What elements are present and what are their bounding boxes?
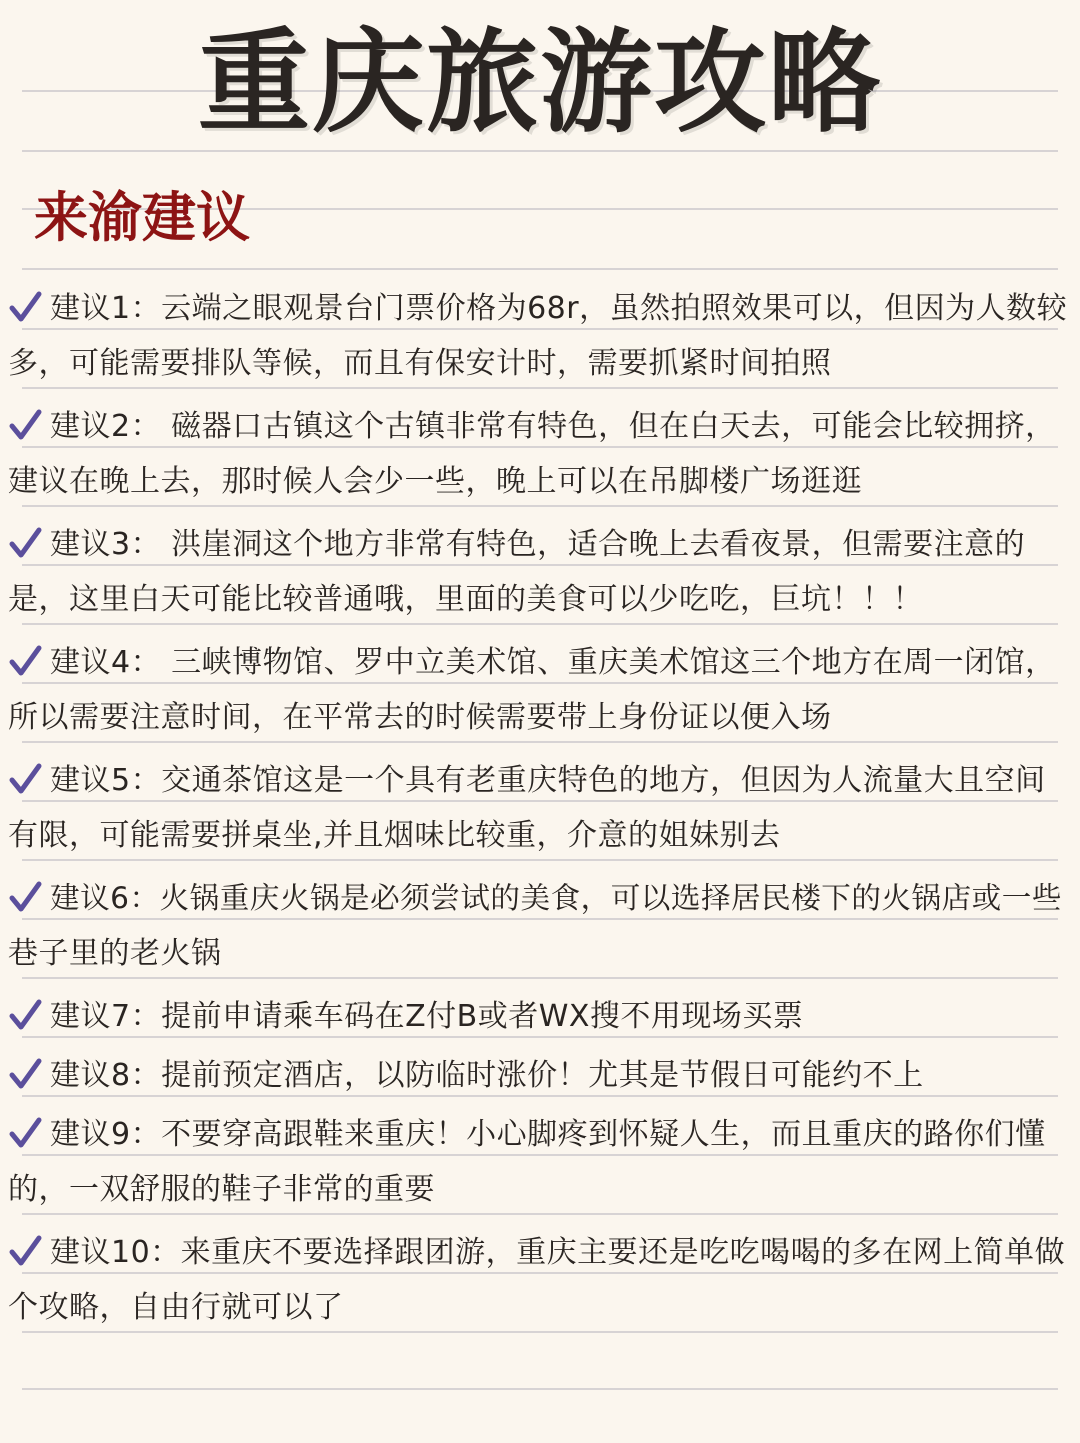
list-item-text: 建议10：来重庆不要选择跟团游，重庆主要还是吃吃喝喝的多在网上简单做 [50,1235,1066,1270]
checkmark-icon [8,998,42,1032]
list-item [8,408,1056,442]
checkmark-icon [8,1234,42,1268]
list-item-text: 建议6：火锅重庆火锅是必须尝试的美食，可以选择居民楼下的火锅店或一些 [50,881,1062,915]
divider [22,1154,1058,1156]
divider [22,387,1058,389]
list-item [8,1172,435,1207]
checkmark-icon [8,880,42,914]
divider [22,918,1058,920]
divider [22,1036,1058,1038]
divider [22,682,1058,684]
list-item-text: 建议2： 磁器口古镇这个古镇非常有特色，但在白天去，可能会比较拥挤， [50,409,1056,444]
divider [22,1272,1058,1274]
checkmark-icon [8,1057,42,1091]
list-item-text: 建议3： 洪崖洞这个地方非常有特色，适合晚上去看夜景，但需要注意的 [50,527,1026,562]
divider [22,268,1058,270]
page-title: 重庆旅游攻略 [198,18,882,148]
list-item [8,936,222,971]
checkmark-icon [8,762,42,796]
list-item [8,1057,924,1091]
divider [22,859,1058,861]
checkmark-icon [8,644,42,678]
list-item [8,1234,1065,1268]
list-item-text: 有限，可能需要拼桌坐,并且烟味比较重，介意的姐妹别去 [8,818,781,853]
checkmark-icon [8,1116,42,1150]
list-item [8,700,832,735]
divider [22,564,1058,566]
list-item [8,880,1062,914]
checkmark-icon [8,290,42,324]
list-item [8,762,1046,796]
divider [22,1331,1058,1333]
list-item-text: 多，可能需要排队等候，而且有保安计时，需要抓紧时间拍照 [8,346,832,381]
list-item [8,818,781,853]
list-item-text: 建议5：交通茶馆这是一个具有老重庆特色的地方，但因为人流量大且空间 [50,763,1046,798]
divider [22,1388,1058,1390]
list-item-text: 是，这里白天可能比较普通哦，里面的美食可以少吃吃，巨坑！！！ [8,582,923,617]
list-item [8,644,1056,678]
divider [22,505,1058,507]
list-item [8,998,803,1032]
list-item-text: 巷子里的老火锅 [8,936,222,971]
divider [22,150,1058,152]
checkmark-icon [8,408,42,442]
list-item-text: 建议9：不要穿高跟鞋来重庆！小心脚疼到怀疑人生，而且重庆的路你们懂 [50,1117,1046,1152]
list-item [8,582,923,617]
divider [22,328,1058,330]
list-item-text: 的，一双舒服的鞋子非常的重要 [8,1172,435,1207]
checkmark-icon [8,526,42,560]
list-item [8,1290,344,1325]
divider [22,741,1058,743]
list-item-text: 建议4： 三峡博物馆、罗中立美术馆、重庆美术馆这三个地方在周一闭馆， [50,645,1056,680]
divider [22,1095,1058,1097]
list-item-text: 建议7：提前申请乘车码在Z付B或者WX搜不用现场买票 [50,999,804,1034]
divider [22,800,1058,802]
list-item [8,526,1025,560]
list-item [8,346,832,381]
divider [22,1213,1058,1215]
list-item-text: 所以需要注意时间，在平常去的时候需要带上身份证以便入场 [8,700,832,735]
divider [22,446,1058,448]
divider [22,977,1058,979]
list-item-text: 个攻略，自由行就可以了 [8,1290,344,1325]
list-item-text: 建议8：提前预定酒店，以防临时涨价！尤其是节假日可能约不上 [50,1058,924,1093]
list-item [8,464,862,499]
list-item-text: 建议1：云端之眼观景台门票价格为68r，虽然拍照效果可以，但因为人数较 [50,291,1068,326]
section-title: 来渝建议 [34,186,250,249]
divider [22,623,1058,625]
list-item [8,1116,1046,1150]
list-item [8,290,1067,324]
list-item-text: 建议在晚上去，那时候人会少一些，晚上可以在吊脚楼广场逛逛 [8,464,862,499]
